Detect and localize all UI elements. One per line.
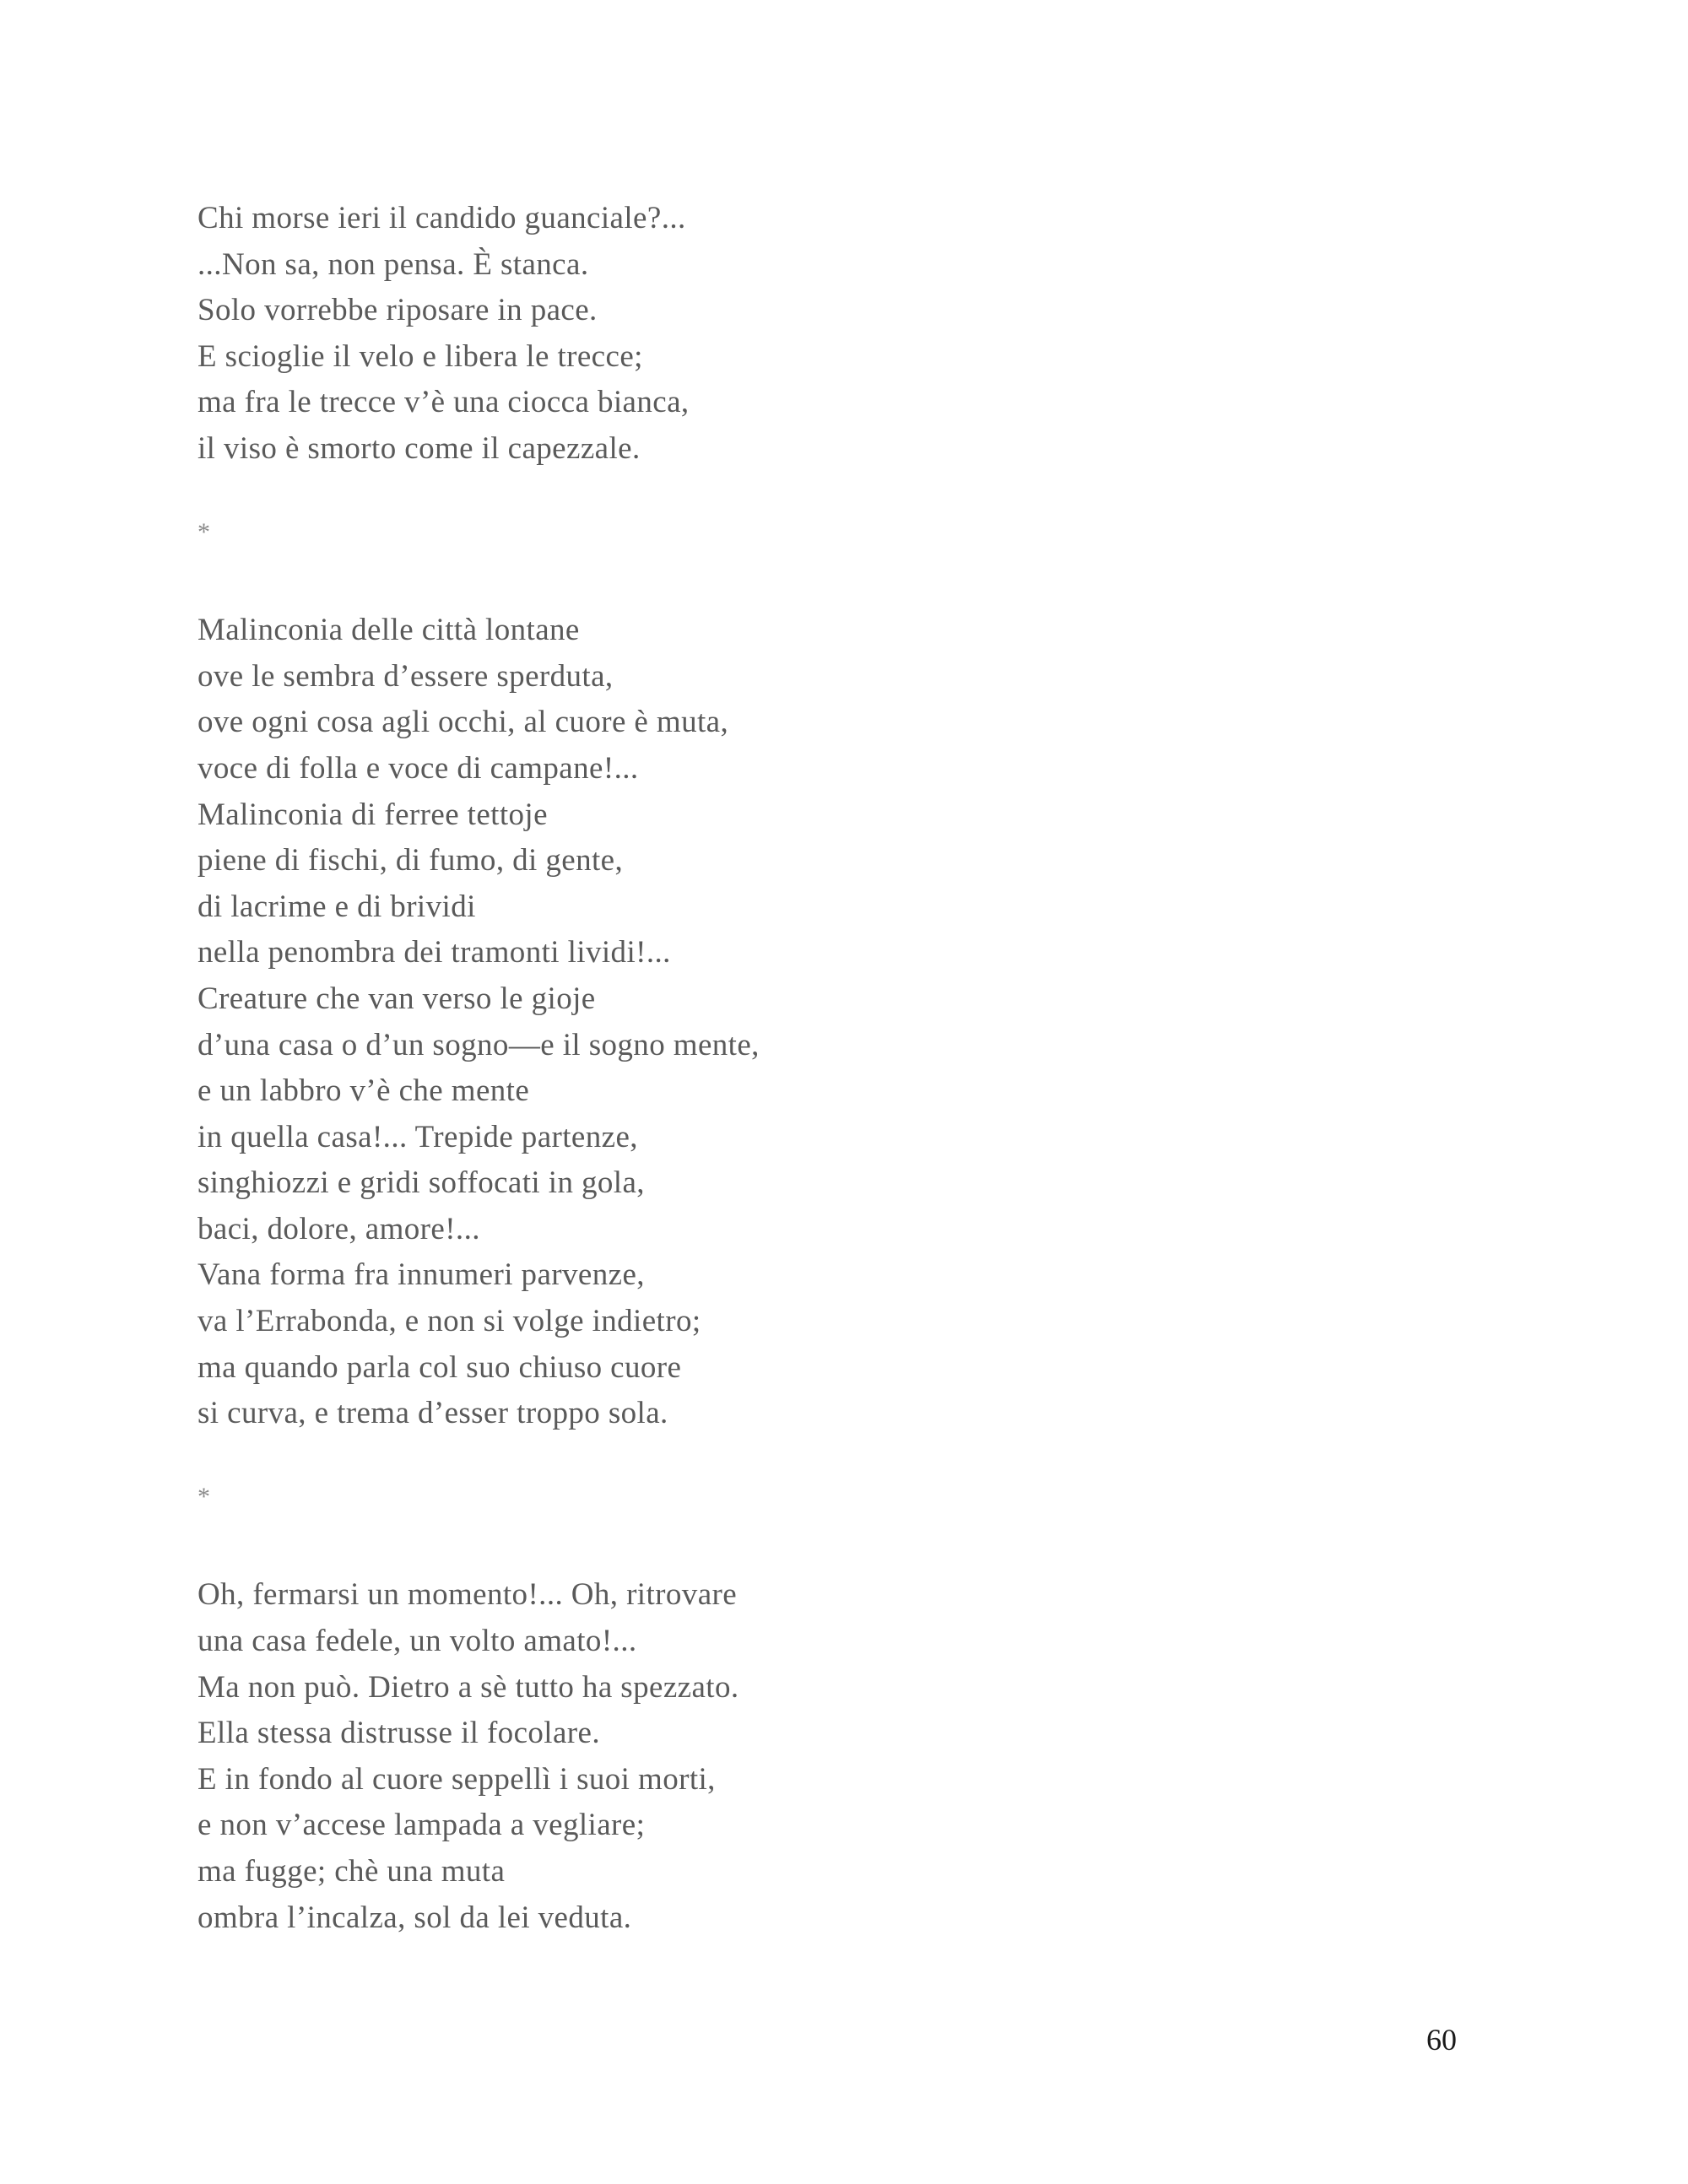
verse-line: ma fugge; chè una muta [197, 1854, 506, 1889]
stanza-separator: * [197, 1482, 211, 1511]
verse-line: e non v’accese lampada a vegliare; [197, 1808, 646, 1843]
verse-line: Ma non può. Dietro a sè tutto ha spezzato. [197, 1669, 739, 1705]
verse-line: d’una casa o d’un sogno—e il sogno mente, [197, 1027, 760, 1062]
stanza-separator: * [197, 517, 211, 546]
verse-line: Malinconia delle città lontane [197, 613, 580, 648]
verse-line: ombra l’incalza, sol da lei veduta. [197, 1900, 632, 1935]
verse-line: Chi morse ieri il candido guanciale?... [197, 201, 686, 235]
verse-line: ove ogni cosa agli occhi, al cuore è muta, [197, 705, 729, 740]
verse-line: ma quando parla col suo chiuso cuore [197, 1349, 682, 1385]
verse-line: ...Non sa, non pensa. È stanca. [197, 246, 589, 282]
verse-line: Malinconia di ferree tettoje [197, 797, 548, 832]
verse-line: ove le sembra d’essere sperduta, [197, 658, 614, 694]
verse-line: ma fra le trecce v’è una ciocca bianca, [197, 385, 690, 420]
poem-text [197, 196, 1379, 1941]
verse-line: E scioglie il velo e libera le trecce; [197, 338, 643, 374]
verse-line: una casa fedele, un volto amato!... [197, 1624, 637, 1659]
verse-line: piene di fischi, di fumo, di gente, [197, 843, 624, 878]
page-number: 60 [1426, 2023, 1457, 2057]
verse-line: in quella casa!... Trepide partenze, [197, 1119, 638, 1154]
stanza-1 [197, 196, 1379, 473]
verse-line: singhiozzi e gridi soffocati in gola, [197, 1165, 645, 1201]
verse-line: e un labbro v’è che mente [197, 1073, 530, 1109]
verse-line: Oh, fermarsi un momento!... Oh, ritrovare [197, 1577, 738, 1613]
stanza-2 [197, 608, 1379, 1437]
verse-line: voce di folla e voce di campane!... [197, 750, 639, 786]
verse-line: si curva, e trema d’esser troppo sola. [197, 1396, 668, 1431]
verse-line: Ella stessa distrusse il focolare. [197, 1716, 601, 1751]
verse-line: Vana forma fra innumeri parvenze, [197, 1257, 645, 1293]
verse-line: il viso è smorto come il capezzale. [197, 430, 641, 466]
verse-line: di lacrime e di brividi [197, 889, 476, 924]
verse-line: nella penombra dei tramonti lividi!... [197, 935, 671, 970]
verse-line: va l’Errabonda, e non si volge indietro; [197, 1304, 701, 1339]
stanza-3 [197, 1572, 1379, 1941]
verse-line: Solo vorrebbe riposare in pace. [197, 293, 598, 328]
verse-line: E in fondo al cuore seppellì i suoi morti, [197, 1761, 716, 1797]
verse-line: baci, dolore, amore!... [197, 1211, 480, 1246]
verse-line: Creature che van verso le gioje [197, 981, 596, 1016]
